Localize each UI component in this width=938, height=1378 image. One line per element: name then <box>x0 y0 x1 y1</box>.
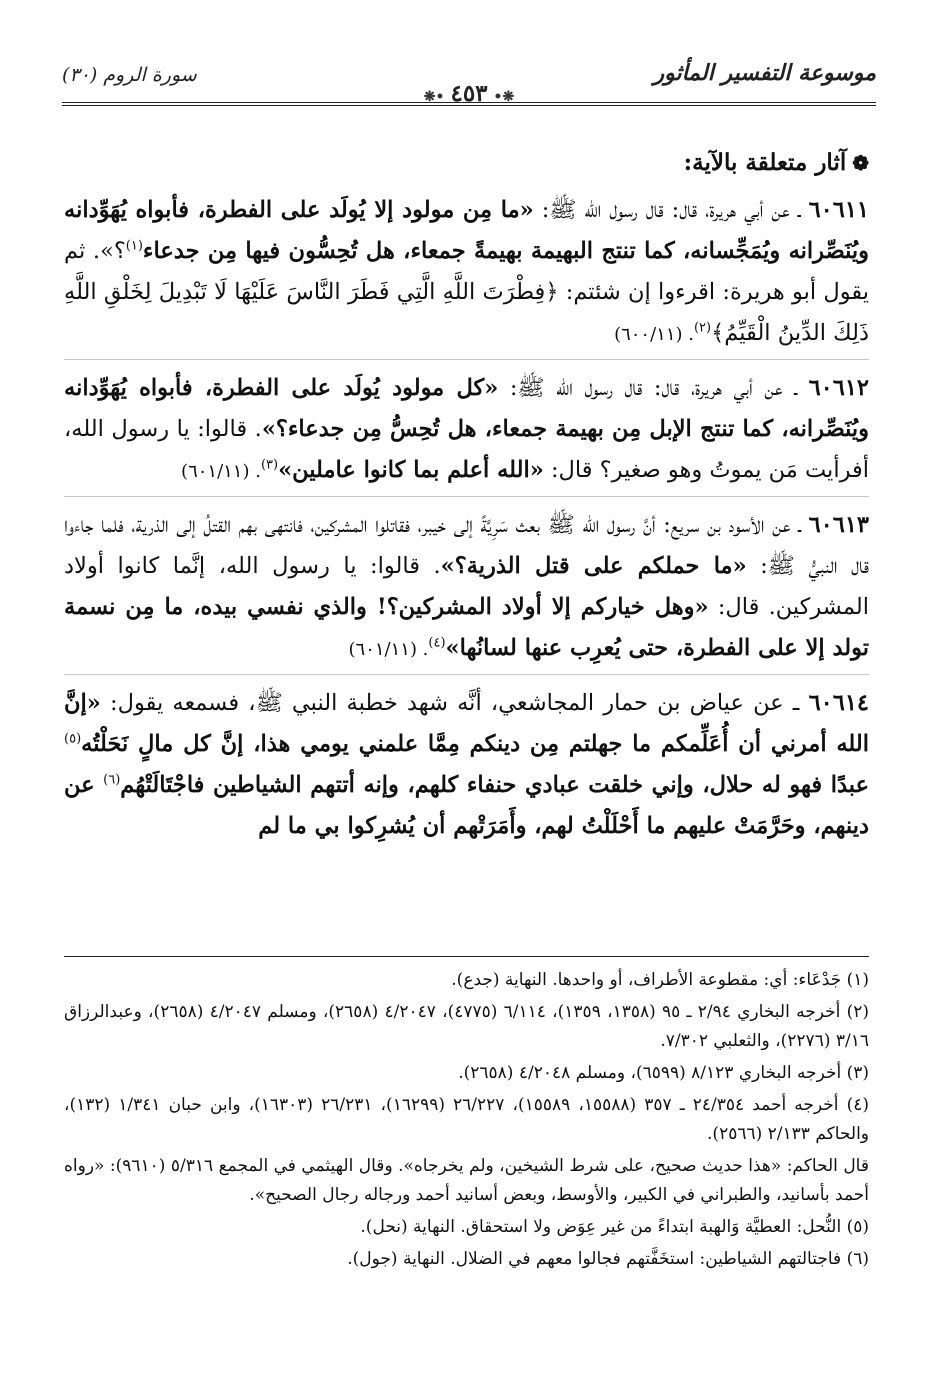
entry-number: ٦٠٦١٤ <box>808 690 869 716</box>
footnote: (٤) أخرجه أحمد ٢٤/٣٥٤ ـ ٣٥٧ (١٥٥٨٨، ١٥٥٨٩)، ٢٦/٢٢٧ (١٦٢٩٩)، ٢٦/٢٣١ (١٦٣٠٣)، وابن حبان ١/٣٤١ (١٣٢)، والحاكم ٢/١٣٣ (٢٥٦٦). <box>64 1095 869 1144</box>
entry-number: ٦٠٦١٣ <box>808 512 869 538</box>
entry-ref: . (٦٠١/١١) <box>348 639 429 660</box>
footnote: (٥) النُّحل: العطيَّة وَالهبة ابتداءً من غير عِوَض ولا استحقاق. النهاية (نحل). <box>360 1217 869 1237</box>
entry-lead: ـ عن أبي هريرة، قال: قال رسول الله ﷺ: <box>498 375 809 401</box>
surah-name: سورة الروم (٣٠) <box>62 64 197 86</box>
entry-mid: ؟». ثم يقول أبو هريرة: اقرءوا إن شئتم: ﴿فِطْرَتَ اللَّهِ الَّتِي فَطَرَ النَّاسَ عَلَيْهَا لَا تَبْدِيلَ لِخَلْقِ اللَّهِ ذَلِكَ الدِّينُ الْقَيِّمُ﴾ <box>64 238 869 346</box>
ornament-icon: •❋ <box>423 89 445 105</box>
hadith-entry <box>64 368 869 497</box>
entry-quote: «الله أعلم بما كانوا عاملين» <box>278 457 544 483</box>
footnote-mark: (٥) <box>64 731 82 747</box>
footnote-mark: (١) <box>125 238 143 254</box>
entry-ref: . (٦٠٠/١١) <box>614 324 694 345</box>
hadith-entry <box>64 505 869 675</box>
footnote-separator <box>64 956 869 957</box>
entry-quote: «وهل خياركم إلا أولاد المشركين؟! والذي نفسي بيده، ما مِن نسمة تولد إلا على الفطرة، حتى يُعرِب عنها لسانُها» <box>64 594 869 661</box>
entry-ref: . (٦٠١/١١) <box>181 461 261 482</box>
entry-quote: «كل مولود يُولَد على الفطرة، فأبواه يُهَوِّدانه ويُنَصِّرانه، كما تنتج الإبل مِن بهيمة جمعاء، هل تُحِسُّ مِن جدعاء؟» <box>64 375 870 442</box>
entry-mid: . قالوا: يا رسول الله، إنَّما كانوا أولاد المشركين. قال: <box>64 553 869 620</box>
footnote: (٦) فاجتالتهم الشياطين: استخَفَّتهم فجالوا معهم في الضلال. النهاية (جول). <box>347 1249 869 1269</box>
entry-lead: ـ عن عياض بن حمار المجاشعي، أنَّه شهد خطبة النبي ﷺ، فسمعه يقول: <box>100 690 809 716</box>
footnote-mark: (٣) <box>260 457 279 473</box>
footnote: قال الحاكم: «هذا حديث صحيح، على شرط الشيخين، ولم يخرجاه». وقال الهيثمي في المجمع ٥/٣١٦ (٩٦١٠): «رواه أحمد بأسانيد، والطبراني في الكبير، والأوسط، وبعض أسانيد أحمد ورجاله رجال الصحيح». <box>64 1156 869 1205</box>
hadith-entry <box>64 190 869 360</box>
footnotes <box>64 966 869 1277</box>
entry-quote: «ما مِن مولود إلا يُولَد على الفطرة، فأبواه يُهَوِّدانه ويُنَصِّرانه ويُمَجِّسانه، كما تنتج البهيمة بهيمةً جمعاء، هل تُحِسُّون فيها مِن جدعاء <box>64 197 869 264</box>
section-title: آثار متعلقة بالآية: <box>683 149 847 176</box>
entry-quote: عن دينهم، وحَرَّمَتْ عليهم ما أَحْلَلْتُ لهم، وأَمَرَتْهم أن يُشرِكوا بي ما لم <box>64 772 869 839</box>
ornament-icon: ❋• <box>493 89 515 105</box>
flower-ornament-icon: ❁ <box>852 151 869 175</box>
entry-number: ٦٠٦١١ <box>808 197 869 223</box>
main-text <box>64 142 869 859</box>
footnote: (٢) أخرجه البخاري ٢/٩٤ ـ ٩٥ (١٣٥٨، ١٣٥٩)، ٦/١١٤ (٤٧٧٥)، ٤/٢٠٤٧ (٢٦٥٨)، ومسلم ٤/٢٠٤٧ (٢٦٥٨)، وعبدالرزاق ٣/١٦ (٢٢٧٦)، والثعلبي ٧/٣٠٢. <box>64 1002 869 1051</box>
footnote-mark: (٤) <box>428 635 446 651</box>
book-title: موسوعة التفسير المأثور <box>653 60 876 86</box>
footnote-mark: (٦) <box>103 772 121 788</box>
page-header <box>62 58 876 107</box>
section-heading <box>64 142 869 184</box>
entry-quote: «ما حملكم على قتل الذرية؟» <box>440 553 747 579</box>
entry-lead: ـ عن أبي هريرة، قال: قال رسول الله ﷺ: <box>533 197 809 223</box>
footnote: (١) جَدْعَاء: أي: مقطوعة الأطراف، أو واحدها. النهاية (جدع). <box>451 970 869 990</box>
entry-quote: «إنَّ الله أمرني أن أُعَلِّمكم ما جهلتم مِن دينكم مِمَّا علمني يومي هذا، إنَّ كل مالٍ نَحَلْتُه <box>64 690 869 757</box>
entry-lead: ـ عن الأسود بن سريع: أنَّ رسول الله ﷺ بعث سَرِيَّةً إلى خيبر، فقاتلوا المشركين، فانتهى بهم القتلُ إلى الذرية، فلما جاءوا قال النبيُّ ﷺ: <box>64 512 870 579</box>
footnote: (٣) أخرجه البخاري ٨/١٢٣ (٦٥٩٩)، ومسلم ٤/٢٠٤٨ (٢٦٥٨). <box>458 1063 869 1083</box>
entry-quote: عبدًا فهو له حلال، وإني خلقت عبادي حنفاء كلهم، وإنه أتتهم الشياطين فاجْتَالَتْهُم <box>120 772 869 798</box>
header-rule <box>62 102 876 103</box>
hadith-entry <box>64 683 869 851</box>
footnote-mark: (٢) <box>693 320 712 336</box>
entry-number: ٦٠٦١٢ <box>808 375 869 401</box>
entry-mid: . قالوا: يا رسول الله، أفرأيت مَن يموتُ وهو صغير؟ قال: <box>64 416 869 483</box>
page-number-text: ٤٥٣ <box>450 80 488 107</box>
